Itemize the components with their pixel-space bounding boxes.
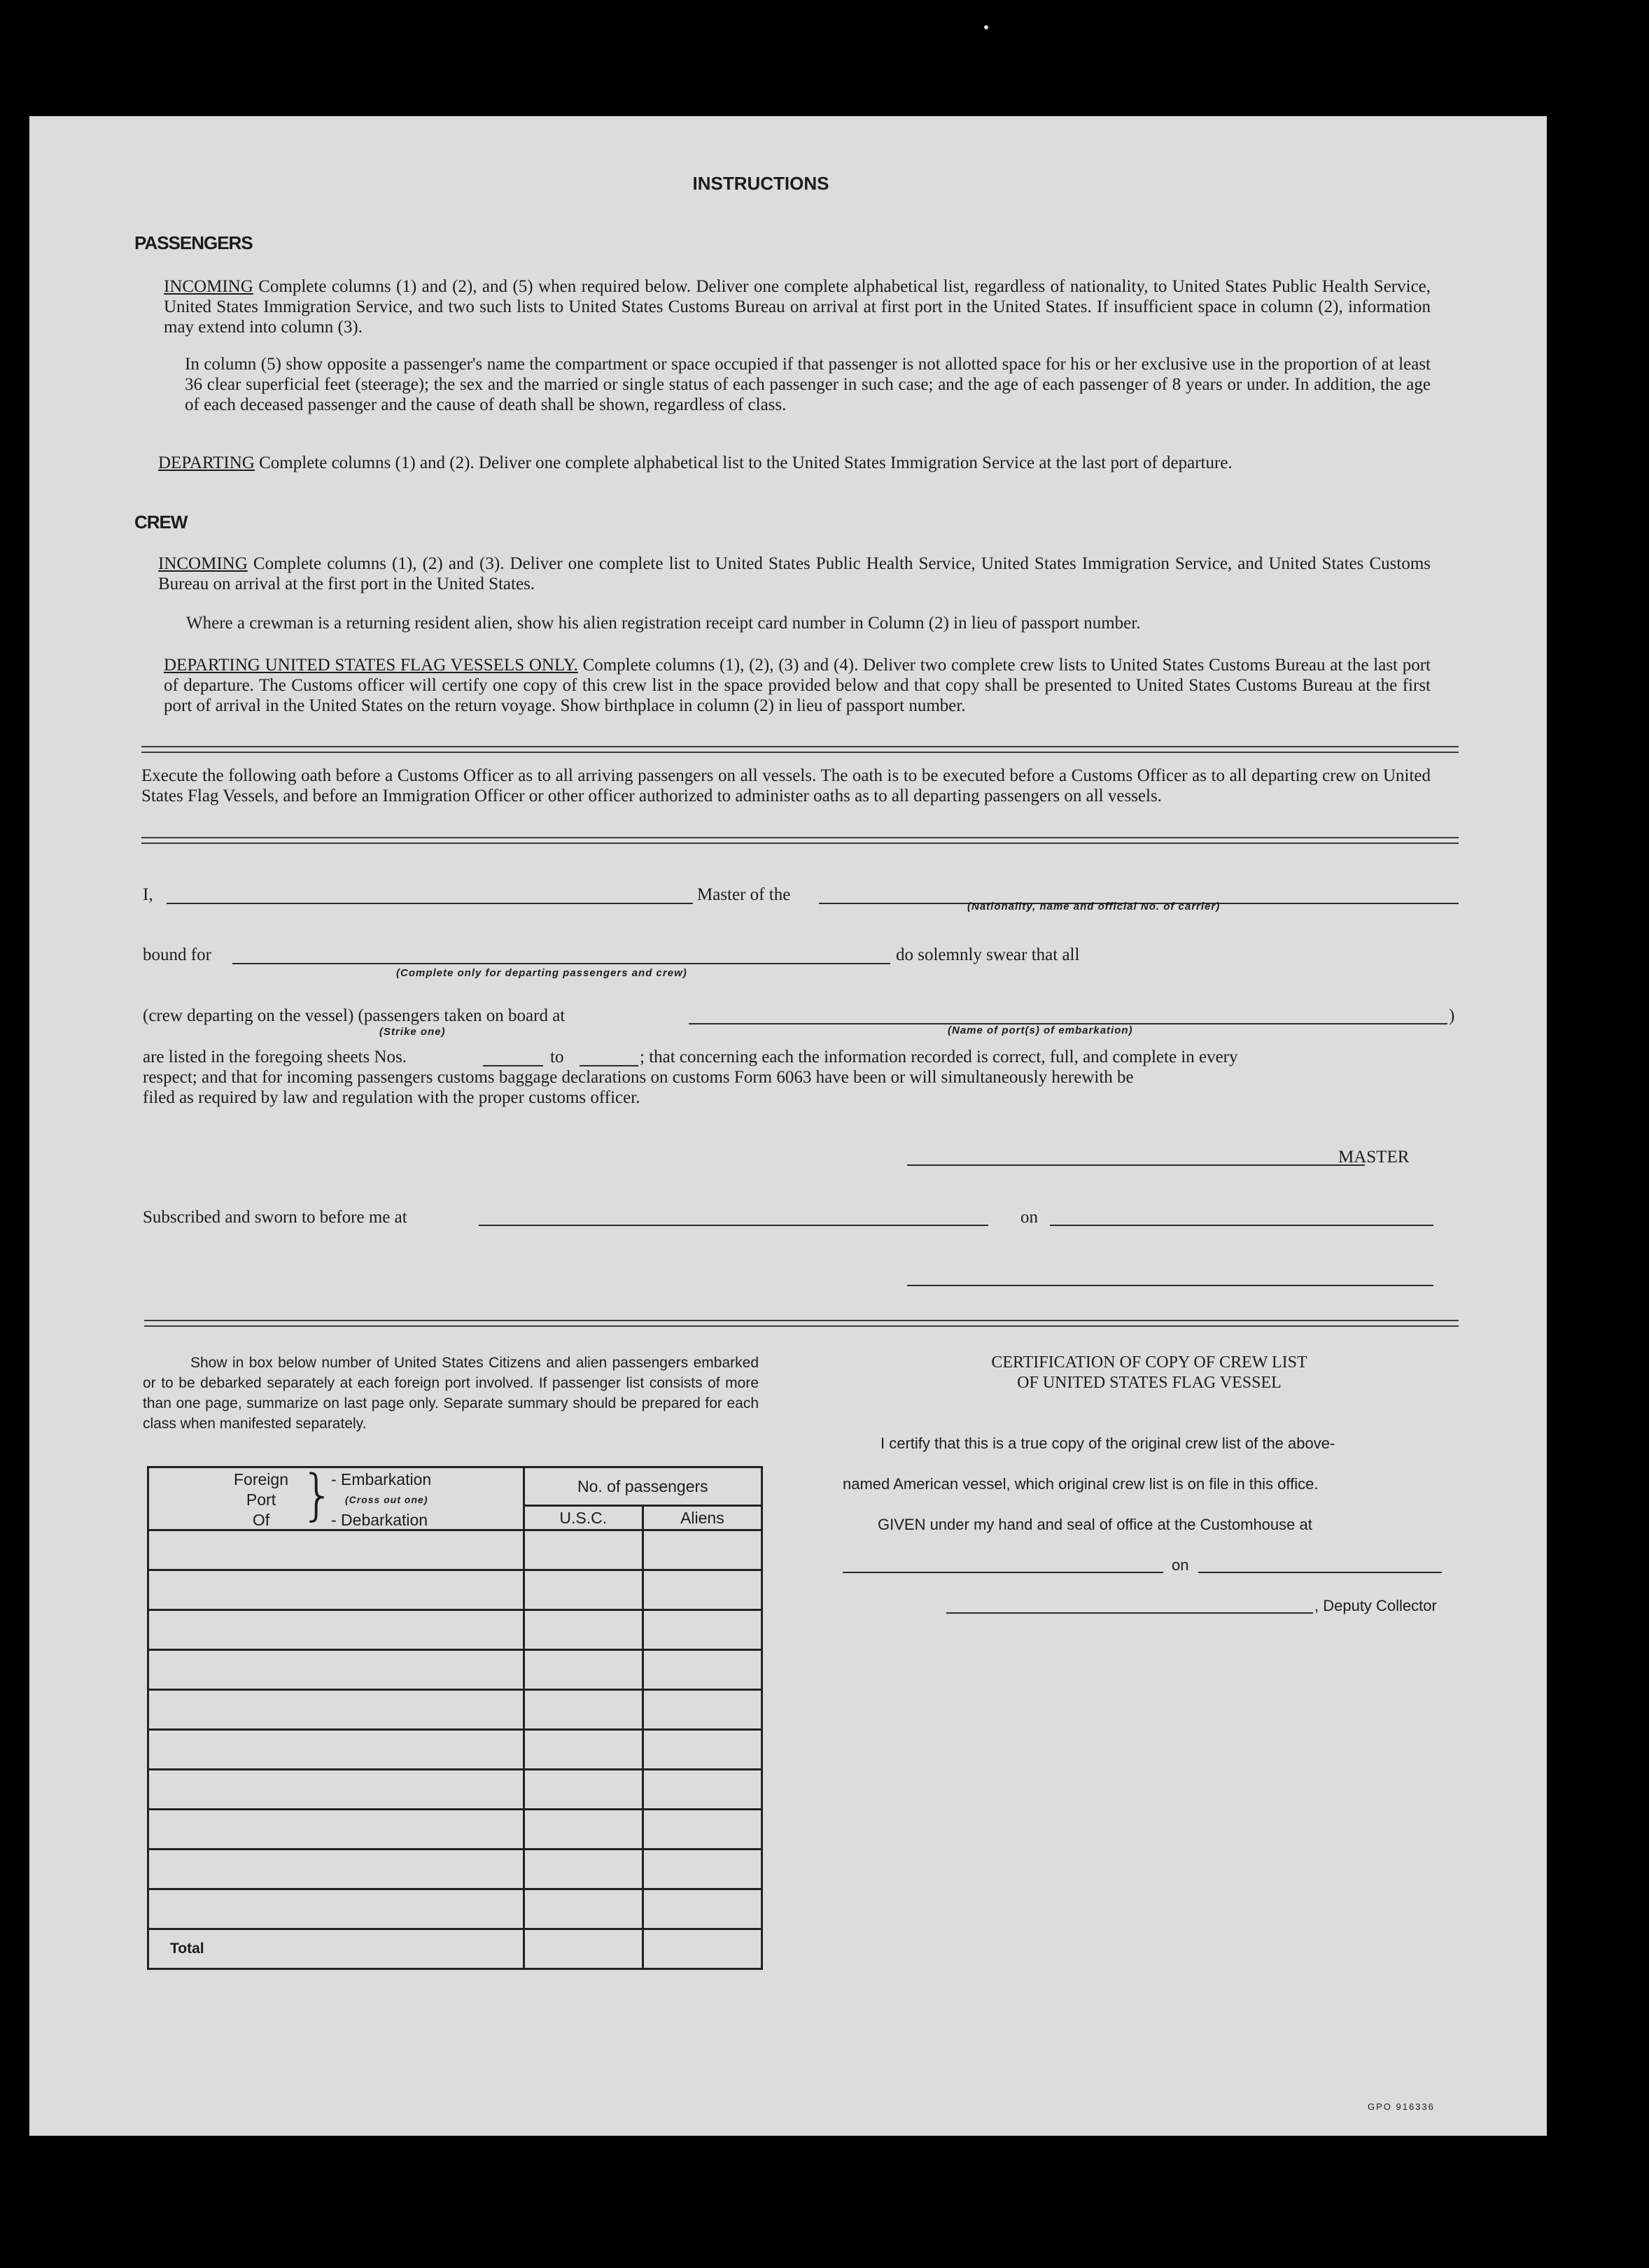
port-cell[interactable] [148, 1650, 524, 1690]
port-cell[interactable] [148, 1610, 524, 1650]
port-label-stack [229, 1470, 293, 1530]
aliens-total-cell[interactable] [643, 1929, 762, 1969]
table-row [148, 1770, 762, 1810]
crew-departing-paragraph [164, 655, 1431, 716]
table-row [148, 1850, 762, 1889]
passengers-incoming-label: INCOMING [164, 277, 253, 296]
aliens-cell[interactable] [643, 1810, 762, 1850]
table-row [148, 1650, 762, 1690]
embarkation-label-stack [331, 1470, 431, 1530]
crew-incoming-paragraph [158, 554, 1431, 594]
certification-title-line-2: OF UNITED STATES FLAG VESSEL [1017, 1374, 1282, 1392]
table-row [148, 1810, 762, 1850]
port-label: Port [246, 1491, 276, 1509]
total-row [148, 1929, 762, 1969]
table-row [148, 1530, 762, 1570]
aliens-cell[interactable] [643, 1730, 762, 1770]
port-cell[interactable] [148, 1570, 524, 1610]
oath-instructions: Execute the following oath before a Customs Officer as to all arriving passengers on all vessels. The oath is to be executed before a Customs Officer as to all departing crew on United States Flag Vessels, and before an Immigration Officer or other officer authorized to administer oaths as to all departing passengers on all vessels. [141, 766, 1431, 805]
crew-incoming-text: Complete columns (1), (2) and (3). Deliver one complete list to United States Public Health Service, United States Immigration Service, and United States Customs Bureau on arrival at the first port in the United States. [158, 554, 1431, 593]
close-paren: ) [1449, 1006, 1455, 1025]
brace-icon: } [300, 1464, 335, 1527]
certification-line-2: named American vessel, which original crew list is on file in this office. [843, 1475, 1319, 1493]
master-label: MASTER [1338, 1148, 1410, 1167]
port-cell[interactable] [148, 1530, 524, 1570]
divider [141, 746, 1459, 753]
usc-cell[interactable] [524, 1650, 643, 1690]
listed-prefix: are listed in the foregoing sheets Nos. [143, 1048, 407, 1066]
usc-cell[interactable] [524, 1810, 643, 1850]
certification-on-label: on [1172, 1556, 1189, 1574]
certification-title-line-1: CERTIFICATION OF COPY OF CREW LIST [991, 1353, 1307, 1372]
usc-total-cell[interactable] [524, 1929, 643, 1969]
usc-cell[interactable] [524, 1690, 643, 1730]
aliens-cell[interactable] [643, 1690, 762, 1730]
listed-line-2: respect; and that for incoming passengers customs baggage declarations on customs Form 6063 have been or will simultaneously herewith be [143, 1068, 1134, 1087]
oath-i-label: I, [143, 885, 153, 904]
usc-cell[interactable] [524, 1770, 643, 1810]
master-signature-field[interactable] [907, 1164, 1365, 1166]
divider [141, 837, 1459, 844]
aliens-cell[interactable] [643, 1770, 762, 1810]
divider [144, 1320, 1459, 1327]
aliens-cell[interactable] [643, 1570, 762, 1610]
sworn-on-label: on [1020, 1208, 1038, 1227]
table-row [148, 1570, 762, 1610]
officer-signature-field[interactable] [907, 1285, 1433, 1286]
summary-instructions: Show in box below number of United States Citizens and alien passengers embarked or to be debarked separately at each foreign port involved. If passenger list consists of more than one page, summarize on last page only. Separate summary should be prepared for each class when manifested separately. [143, 1355, 759, 1432]
crew-incoming-label: INCOMING [158, 554, 248, 573]
certification-line-1: I certify that this is a true copy of the original crew list of the above- [880, 1435, 1335, 1452]
passengers-departing-paragraph [158, 453, 1431, 473]
aliens-cell[interactable] [643, 1610, 762, 1650]
listed-rest: ; that concerning each the information recorded is correct, full, and complete in every [640, 1048, 1238, 1066]
usc-cell[interactable] [524, 1530, 643, 1570]
nationality-caption: (Nationality, name and official No. of carrier) [967, 901, 1221, 913]
scan-speck [984, 25, 988, 29]
passengers-heading: PASSENGERS [134, 232, 253, 253]
sworn-location-field[interactable] [479, 1225, 988, 1226]
usc-cell[interactable] [524, 1730, 643, 1770]
complete-only-caption: (Complete only for departing passengers and crew) [396, 967, 687, 979]
no-passengers-header: No. of passengers [524, 1467, 762, 1506]
port-caption: (Name of port(s) of embarkation) [948, 1024, 1133, 1036]
bound-for-label: bound for [143, 945, 211, 964]
form-page [29, 116, 1547, 2136]
table-row [148, 1690, 762, 1730]
crew-departing-label: DEPARTING UNITED STATES FLAG VESSELS ONLY. [164, 656, 578, 675]
deputy-collector-label: , Deputy Collector [1314, 1597, 1437, 1614]
subscribed-label: Subscribed and sworn to before me at [143, 1208, 407, 1227]
table-row [148, 1730, 762, 1770]
listed-line-3: filed as required by law and regulation with the proper customs officer. [143, 1088, 640, 1107]
port-cell[interactable] [148, 1850, 524, 1889]
crew-departing-text: Complete columns (1), (2), (3) and (4). Deliver two complete crew lists to United States Customs Bureau at the last port of departure. The Customs officer will certify one copy of this crew list in the space provided below and that copy shall be presented to United States Customs Bureau at the first port of arrival in the United States on the return voyage. Show birthplace in column (2) in lieu of passport number. [164, 656, 1431, 715]
deputy-signature-field[interactable] [946, 1612, 1313, 1614]
total-label: Total [148, 1929, 524, 1969]
of-label: Of [252, 1511, 270, 1529]
gpo-number: GPO 916336 [1368, 2101, 1435, 2112]
passengers-departing-text: Complete columns (1) and (2). Deliver one complete alphabetical list to the United States Immigration Service at the last port of departure. [259, 453, 1233, 472]
usc-cell[interactable] [524, 1610, 643, 1650]
passengers-departing-label: DEPARTING [158, 453, 255, 472]
aliens-cell[interactable] [643, 1650, 762, 1690]
usc-cell[interactable] [524, 1889, 643, 1929]
port-cell[interactable] [148, 1690, 524, 1730]
crew-heading: CREW [134, 512, 188, 533]
customhouse-field[interactable] [843, 1572, 1163, 1573]
crew-passengers-text: (crew departing on the vessel) (passengers taken on board at [143, 1006, 566, 1025]
sworn-date-field[interactable] [1050, 1225, 1433, 1226]
sheet-from-field[interactable] [483, 1065, 543, 1066]
page-title: INSTRUCTIONS [692, 173, 829, 194]
usc-header: U.S.C. [524, 1506, 643, 1530]
master-name-field[interactable] [167, 903, 693, 904]
port-cell[interactable] [148, 1810, 524, 1850]
usc-cell[interactable] [524, 1850, 643, 1889]
aliens-header: Aliens [643, 1506, 762, 1530]
debarkation-option[interactable]: - Debarkation [331, 1511, 428, 1529]
port-cell[interactable] [148, 1770, 524, 1810]
passengers-column5-paragraph: In column (5) show opposite a passenger's name the compartment or space occupied if that passenger is not allotted space for his or her exclusive use in the proportion of at least 36 clear superficial feet (steerage); the sex and the married or single status of each passenger in such case; and the age of each passenger of 8 years or under. In addition, the age of each deceased passenger and the cause of death shall be shown, regardless of class. [185, 355, 1431, 414]
passengers-incoming-text: Complete columns (1) and (2), and (5) when required below. Deliver one complete alphabetical list, regardless of nationality, to United States Public Health Service, United States Immigration Service, and two such lists to United States Customs Bureau on arrival at first port in the United States. If insufficient space in column (2), information may extend into column (3). [164, 277, 1431, 337]
passengers-incoming-paragraph [164, 276, 1431, 337]
embarkation-option[interactable]: - Embarkation [331, 1470, 432, 1488]
aliens-cell[interactable] [643, 1850, 762, 1889]
aliens-cell[interactable] [643, 1889, 762, 1929]
usc-cell[interactable] [524, 1570, 643, 1610]
aliens-cell[interactable] [643, 1530, 762, 1570]
sheet-to-field[interactable] [580, 1065, 638, 1066]
destination-field[interactable] [232, 963, 890, 964]
port-header-cell [148, 1464, 524, 1530]
certification-line-3: GIVEN under my hand and seal of office at the Customhouse at [878, 1516, 1312, 1533]
passenger-summary-table [147, 1466, 763, 1970]
table-row [148, 1889, 762, 1929]
solemnly-swear-text: do solemnly swear that all [896, 945, 1080, 964]
foreign-label: Foreign [234, 1470, 288, 1488]
cross-out-caption: (Cross out one) [345, 1494, 428, 1505]
master-of-the-label: Master of the [697, 885, 791, 904]
certification-date-field[interactable] [1198, 1572, 1442, 1573]
scan-speck [1487, 126, 1490, 129]
strike-one-caption: (Strike one) [379, 1026, 446, 1038]
table-row [148, 1610, 762, 1650]
crew-resident-paragraph: Where a crewman is a returning resident alien, show his alien registration receipt card number in Column (2) in lieu of passport number. [186, 614, 1141, 633]
port-cell[interactable] [148, 1730, 524, 1770]
listed-to: to [550, 1048, 564, 1066]
port-cell[interactable] [148, 1889, 524, 1929]
